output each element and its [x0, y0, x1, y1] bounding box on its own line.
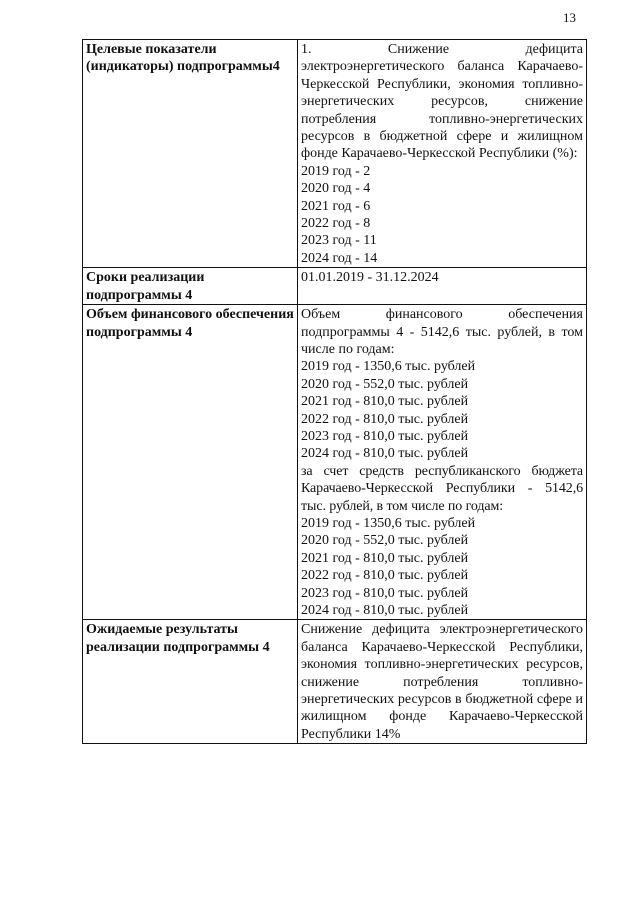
funding-year-line: 2020 год - 552,0 тыс. рублей — [301, 376, 469, 392]
regional-funding-year-line: 2023 год - 810,0 тыс. рублей — [301, 585, 469, 601]
regional-funding-year-line: 2020 год - 552,0 тыс. рублей — [301, 533, 469, 549]
indicator-year-line: 2023 год - 11 — [301, 233, 377, 249]
funding-year-line: 2024 год - 810,0 тыс. рублей — [301, 446, 469, 462]
regional-funding-year-line: 2021 год - 810,0 тыс. рублей — [301, 550, 469, 566]
indicator-year-line: 2019 год - 2 — [301, 163, 371, 179]
funding-year-line: 2021 год - 810,0 тыс. рублей — [301, 394, 469, 410]
indicator-year-line: 2021 год - 6 — [301, 198, 371, 214]
target-indicators-text: 1. Снижение дефицита электроэнергетического баланса Карачаево-Черкесской Республики, экономия топливно-энергетических ресурсов, снижение потребления топливно-энергетических ресурсов в бюджетной сфере и жилищном фонде Карачаево-Черкесской Республики (%): — [301, 42, 583, 162]
table-row-expected-results — [83, 620, 587, 744]
funding-regional-budget-text: за счет средств республиканского бюджета Карачаево-Черкесской Республики - 5142,6 тыс. рублей, в том числе по годам: — [301, 463, 583, 514]
regional-funding-year-line: 2019 год - 1350,6 тыс. рублей — [301, 515, 476, 531]
funding-year-line: 2022 год - 810,0 тыс. рублей — [301, 411, 469, 427]
row-value-funding — [298, 305, 587, 620]
row-label-funding: Объем финансового обеспечения подпрограммы 4 — [83, 305, 298, 620]
indicator-year-line: 2022 год - 8 — [301, 216, 371, 232]
funding-year-line: 2019 год - 1350,6 тыс. рублей — [301, 359, 476, 375]
indicator-year-line: 2024 год - 14 — [301, 250, 378, 266]
page-number: 13 — [563, 10, 576, 25]
funding-total-text: Объем финансового обеспечения подпрограммы 4 - 5142,6 тыс. рублей, в том числе по годам: — [301, 307, 583, 357]
table-row-funding — [83, 305, 587, 620]
indicator-year-line: 2020 год - 4 — [301, 181, 371, 197]
row-value-target-indicators — [298, 40, 587, 268]
row-label-expected-results: Ожидаемые результаты реализации подпрограммы 4 — [83, 620, 298, 744]
subprogram-passport-table — [82, 39, 587, 744]
funding-year-line: 2023 год - 810,0 тыс. рублей — [301, 428, 469, 444]
row-label-target-indicators: Целевые показатели (индикаторы) подпрограммы4 — [83, 40, 298, 268]
table-row-target-indicators — [83, 40, 587, 268]
row-label-timeframe: Сроки реализации подпрограммы 4 — [83, 268, 298, 305]
row-value-timeframe: 01.01.2019 - 31.12.2024 — [298, 268, 587, 305]
regional-funding-year-line: 2022 год - 810,0 тыс. рублей — [301, 568, 469, 584]
row-value-expected-results: Снижение дефицита электроэнергетического баланса Карачаево-Черкесской Республики, экономия топливно-энергетических ресурсов, снижение потребления топливно-энергетических ресурсов в бюджетной сфере и жилищном фонде Карачаево-Черкесской Республики 14% — [298, 620, 587, 744]
regional-funding-year-line: 2024 год - 810,0 тыс. рублей — [301, 603, 469, 618]
table-row-timeframe — [83, 268, 587, 305]
